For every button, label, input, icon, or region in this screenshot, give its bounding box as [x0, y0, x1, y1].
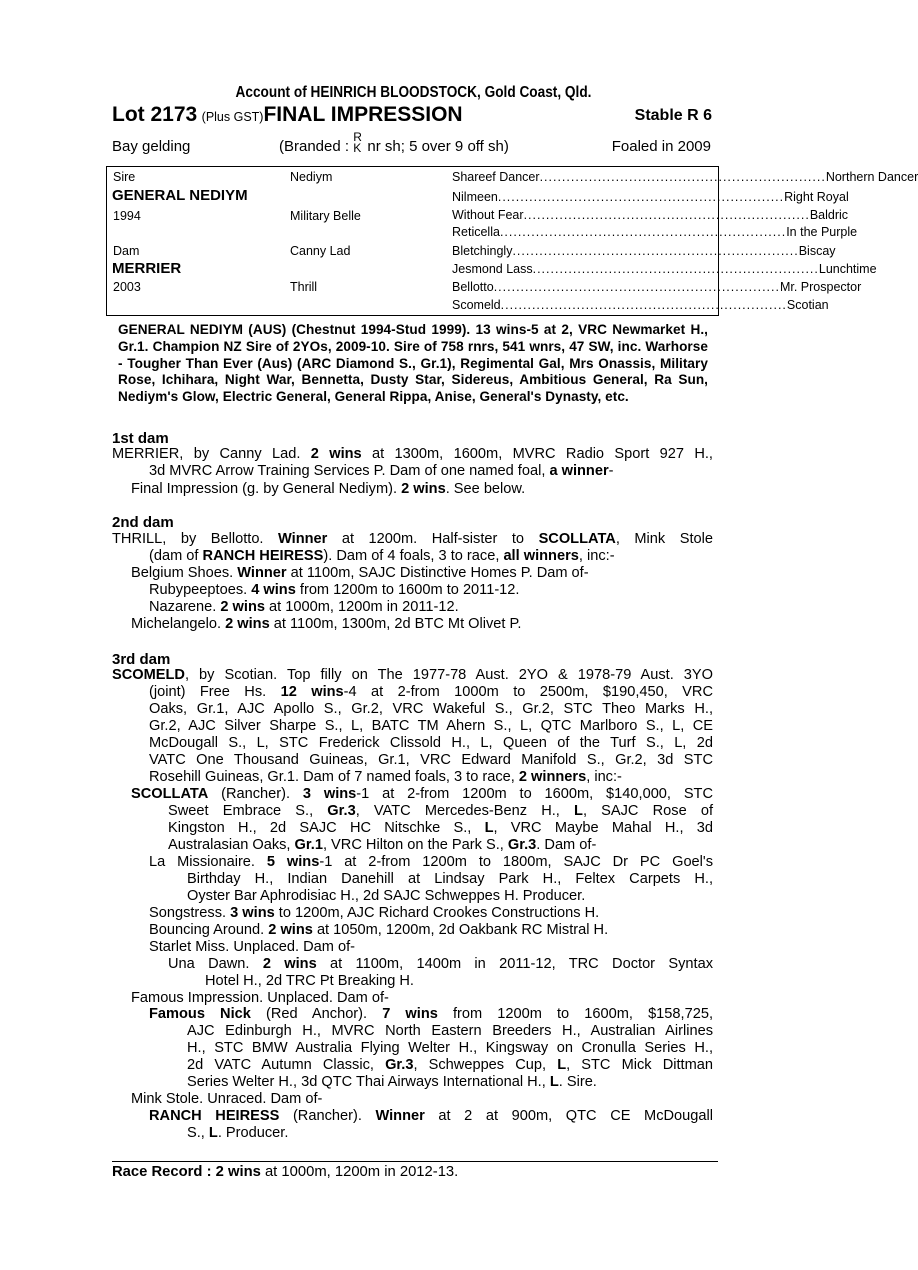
- third-dam-line: Series Welter H., 3d QTC Thai Airways International H., L. Sire.: [187, 1074, 597, 1090]
- third-dam-line: SCOLLATA (Rancher). 3 wins-1 at 2-from 1200m to 1600m, $140,000, STC: [131, 786, 714, 802]
- race-record-label: Race Record : 2 wins: [112, 1164, 261, 1180]
- lot-number: Lot 2173: [112, 103, 198, 126]
- brand-info: [279, 130, 509, 155]
- first-dam-heading: 1st dam: [112, 430, 169, 447]
- dam-label: Dam: [113, 244, 140, 258]
- third-dam-line: (joint) Free Hs. 12 wins-4 at 2-from 1000m to 2500m, $190,450, VRC: [149, 684, 713, 700]
- third-dam-line: La Missionaire. 5 wins-1 at 2-from 1200m to 1800m, SAJC Dr PC Goel's: [149, 854, 713, 870]
- third-dam-line: VATC One Thousand Guineas, Gr.1, VRC Edward Manifold S., Gr.2, 3d STC: [149, 752, 713, 768]
- account-line: Account of HEINRICH BLOODSTOCK, Gold Coast, Qld.: [235, 84, 592, 101]
- second-dam-line: Belgium Shoes. Winner at 1100m, SAJC Distinctive Homes P. Dam of-: [131, 565, 589, 581]
- dam-name: MERRIER: [112, 260, 182, 277]
- sire-label: Sire: [113, 170, 136, 184]
- gen3-row: Shareef Dancer ................................................................ Northern Dancer: [452, 170, 918, 184]
- brand-mark: [353, 130, 363, 155]
- third-dam-line: Oaks, Gr.1, AJC Apollo S., Gr.2, VRC Wakeful S., Gr.2, STC Theo Marks H.,: [149, 701, 713, 717]
- third-dam-line: Australasian Oaks, Gr.1, VRC Hilton on the Park S., Gr.3. Dam of-: [168, 837, 597, 853]
- third-dam-line: RANCH HEIRESS (Rancher). Winner at 2 at 900m, QTC CE McDougall: [149, 1108, 713, 1124]
- gen3-row: Jesmond Lass ................................................................ Lunchtime: [452, 262, 877, 276]
- stable-label: Stable R 6: [634, 107, 712, 124]
- third-dam-line: Sweet Embrace S., Gr.3, VATC Mercedes-Benz H., L, SAJC Rose of: [168, 803, 714, 819]
- gen3-row: Scomeld ................................................................ Scotian: [452, 298, 829, 312]
- third-dam-line: S., L. Producer.: [187, 1125, 289, 1141]
- plus-gst: (Plus GST): [201, 110, 264, 124]
- sire-year: 1994: [113, 209, 141, 223]
- brand-bottom: K: [353, 141, 362, 155]
- third-dam-line: Starlet Miss. Unplaced. Dam of-: [149, 939, 356, 955]
- foaled-year: Foaled in 2009: [611, 138, 711, 155]
- second-dam-line: Rubypeeptoes. 4 wins from 1200m to 1600m to 2011-12.: [149, 582, 520, 598]
- third-dam-line: Rosehill Guineas, Gr.1. Dam of 7 named foals, 3 to race, 2 winners, inc:-: [149, 769, 622, 785]
- third-dam-line: Bouncing Around. 2 wins at 1050m, 1200m, 2d Oakbank RC Mistral H.: [149, 922, 609, 938]
- gen3-row: Bletchingly ................................................................ Biscay: [452, 244, 836, 258]
- dam-sire: Canny Lad: [290, 244, 351, 258]
- third-dam-line: Famous Nick (Red Anchor). 7 wins from 1200m to 1600m, $158,725,: [149, 1006, 713, 1022]
- third-dam-line: 2d VATC Autumn Classic, Gr.3, Schweppes Cup, L, STC Mick Dittman: [187, 1057, 713, 1073]
- third-generation: [452, 167, 918, 315]
- race-record-detail: at 1000m, 1200m in 2012-13.: [260, 1164, 459, 1180]
- horse-description: Bay gelding: [112, 138, 191, 155]
- third-dam-line: AJC Edinburgh H., MVRC North Eastern Breeders H., Australian Airlines: [187, 1023, 713, 1039]
- gen3-row: Nilmeen ................................................................ Right Royal: [452, 190, 849, 204]
- third-dam-line: Kingston H., 2d SAJC HC Nitschke S., L, VRC Maybe Mahal H., 3d: [168, 820, 713, 836]
- sire-dam: Military Belle: [290, 209, 361, 223]
- third-dam-line: SCOMELD, by Scotian. Top filly on The 1977-78 Aust. 2YO & 1978-79 Aust. 3YO: [112, 667, 713, 683]
- third-dam-line: Oyster Bar Aphrodisiac H., 2d SAJC Schweppes H. Producer.: [187, 888, 586, 904]
- third-dam-line: Una Dawn. 2 wins at 1100m, 1400m in 2011-12, TRC Doctor Syntax: [168, 956, 713, 972]
- first-dam-line: MERRIER, by Canny Lad. 2 wins at 1300m, 1600m, MVRC Radio Sport 927 H.,: [112, 446, 713, 462]
- lot-line: [112, 103, 712, 131]
- first-dam-line: Final Impression (g. by General Nediym). 2 wins. See below.: [131, 481, 526, 497]
- branded-prefix: (Branded :: [279, 138, 350, 155]
- horse-name: FINAL IMPRESSION: [263, 103, 463, 126]
- gen3-row: Bellotto ................................................................ Mr. Prospector: [452, 280, 862, 294]
- divider: [112, 1161, 718, 1162]
- second-dam-line: (dam of RANCH HEIRESS). Dam of 4 foals, 3 to race, all winners, inc:-: [149, 548, 615, 564]
- sire-name: GENERAL NEDIYM: [112, 187, 248, 204]
- sire-biography: GENERAL NEDIYM (AUS) (Chestnut 1994-Stud 1999). 13 wins-5 at 2, VRC Newmarket H., Gr.1. Champion NZ Sire of 2YOs, 2009-10. Sire of 758 rnrs, 541 wnrs, 47 SW, inc. Warhorse - Tougher Than Ever (Aus) (ARC Diamond S., Gr.1), Regimental Gal, Mrs Onassis, Military Rose, Ichihara, Night War, Bennetta, Dusty Star, Sidereus, Ambitious General, Ra Sun, Nediym's Glow, Electric General, General Rippa, Anise, General's Dynasty, etc.: [118, 322, 708, 405]
- first-dam-line: 3d MVRC Arrow Training Services P. Dam of one named foal, a winner-: [149, 463, 614, 479]
- third-dam-line: Gr.2, AJC Silver Sharpe S., L, BATC TM Ahern S., L, QTC Marlboro S., L, CE: [149, 718, 713, 734]
- third-dam-line: Mink Stole. Unraced. Dam of-: [131, 1091, 323, 1107]
- branded-suffix: nr sh; 5 over 9 off sh): [367, 138, 509, 155]
- pedigree-table: [106, 166, 918, 316]
- dam-dam: Thrill: [290, 280, 318, 294]
- third-dam-line: Songstress. 3 wins to 1200m, AJC Richard Crookes Constructions H.: [149, 905, 600, 921]
- third-dam-line: Birthday H., Indian Danehill at Lindsay Park H., Feltex Carpets H.,: [187, 871, 713, 887]
- third-dam-line: McDougall S., L, STC Frederick Clissold H., L, Queen of the Turf S., L, 2d: [149, 735, 713, 751]
- second-dam-line: Nazarene. 2 wins at 1000m, 1200m in 2011-12.: [149, 599, 459, 615]
- second-dam-line: THRILL, by Bellotto. Winner at 1200m. Half-sister to SCOLLATA, Mink Stole: [112, 531, 713, 547]
- third-dam-line: H., STC BMW Australia Flying Welter H., Kingsway on Cronulla Series H.,: [187, 1040, 713, 1056]
- third-dam-line: Famous Impression. Unplaced. Dam of-: [131, 990, 389, 1006]
- third-dam-heading: 3rd dam: [112, 651, 171, 668]
- brand-top: R: [353, 130, 362, 144]
- second-dam-line: Michelangelo. 2 wins at 1100m, 1300m, 2d BTC Mt Olivet P.: [131, 616, 522, 632]
- second-dam-heading: 2nd dam: [112, 514, 174, 531]
- third-dam-line: Hotel H., 2d TRC Pt Breaking H.: [205, 973, 414, 989]
- gen3-row: Reticella ................................................................ In the Purple: [452, 225, 858, 239]
- gen3-row: Without Fear ................................................................ Baldric: [452, 208, 849, 222]
- sire-sire: Nediym: [290, 170, 333, 184]
- dam-year: 2003: [113, 280, 141, 294]
- race-record: [112, 1164, 458, 1180]
